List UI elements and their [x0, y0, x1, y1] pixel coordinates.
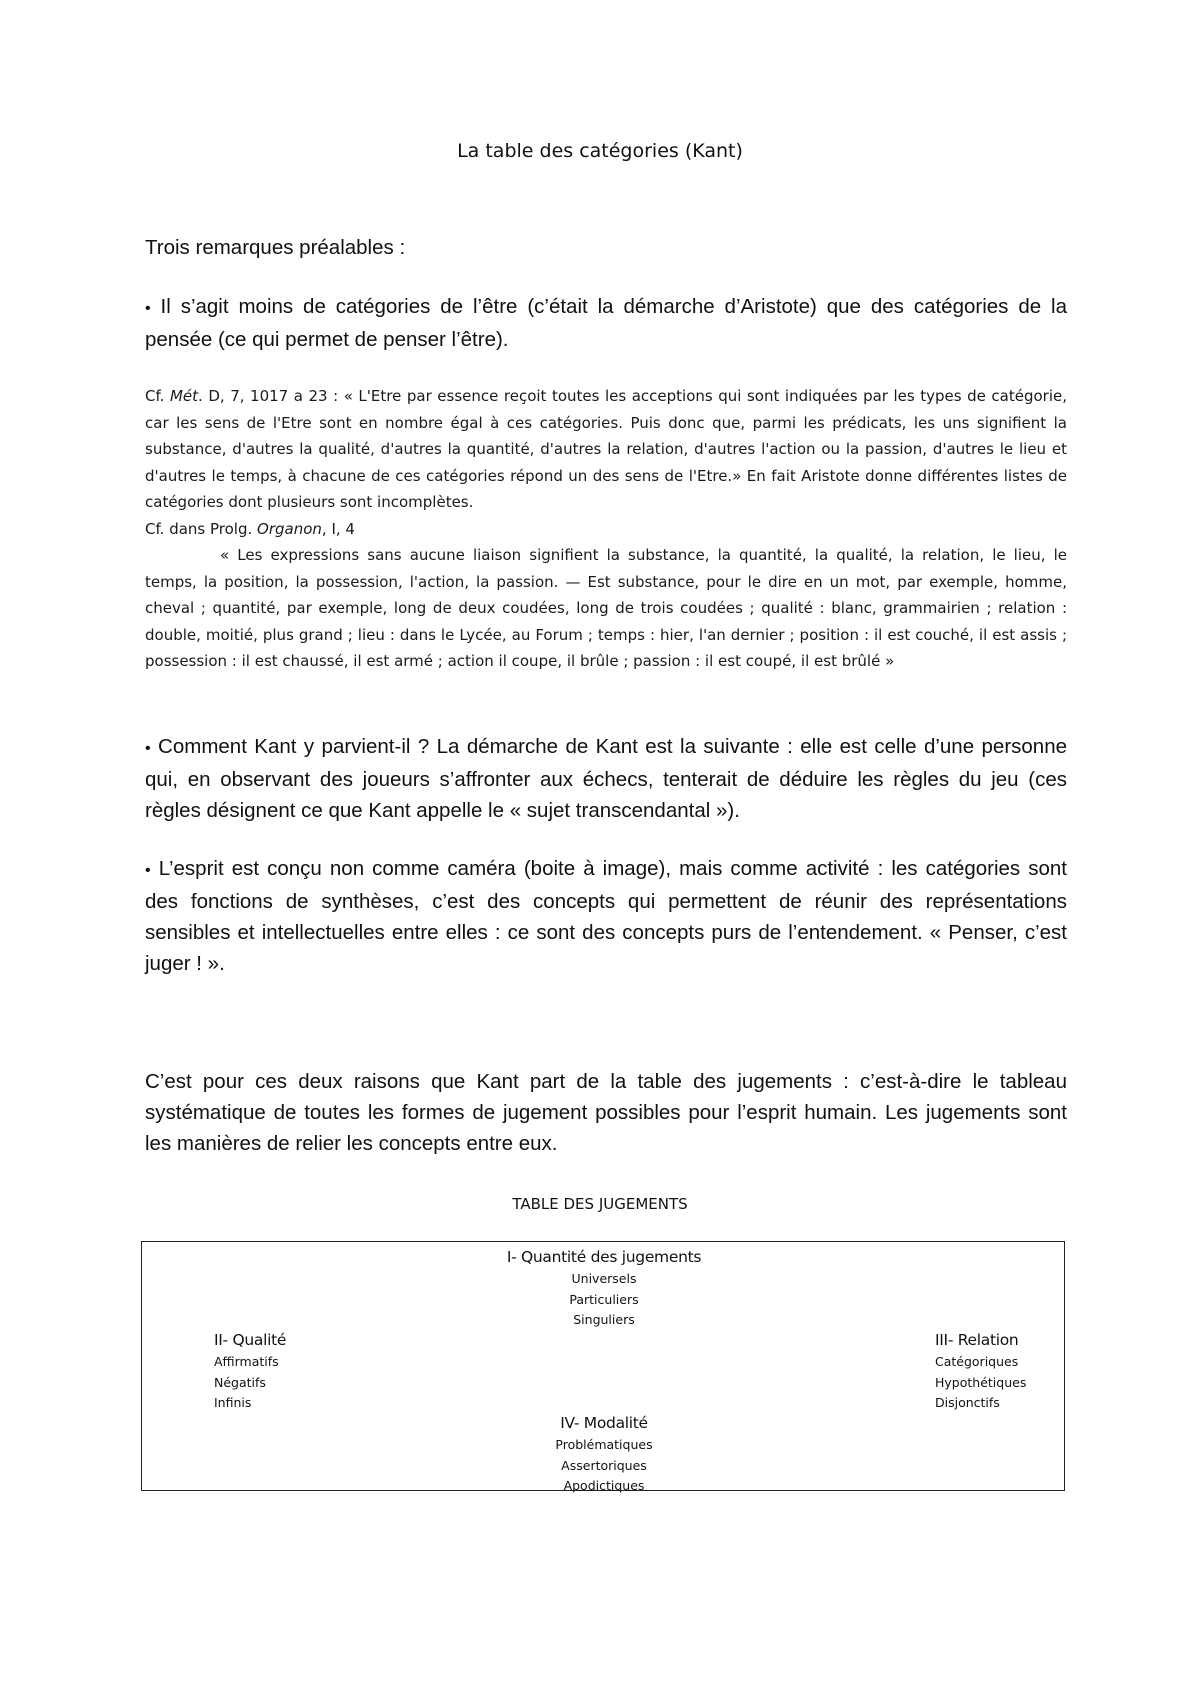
modality-item: Assertoriques: [561, 1457, 647, 1473]
quote-2-text: « Les expressions sans aucune liaison signifient la substance, la quantité, la qualité, la relation, le lieu, le temps, la position, la possession, l'action, la passion. — Est substance, pour le dire en un mot, par exemple, homme, cheval ; quantité, par exemple, long de deux coudées, long de trois coudées ; qualité : blanc, grammairien ; relation : double, moitié, plus grand ; lieu : dans le Lycée, au Forum ; temps : hier, l'an dernier ; position : il est couché, il est assis ; possession : il est chaussé, il est armé ; action il coupe, il brûle ; passion : il est coupé, il est brûlé »: [145, 546, 1067, 670]
relation-group: [935, 1328, 1026, 1414]
quote-1-cf: Cf.: [145, 387, 170, 405]
relation-item: Catégoriques: [935, 1354, 1019, 1369]
remark-2-text: Comment Kant y parvient-il ? La démarche de Kant est la suivante : elle est celle d’une personne qui, en observant des joueurs s’affronter aux échecs, tenterait de déduire les règles du jeu (ces règles désignent ce que Kant appelle le « sujet transcendantal »).: [145, 735, 1067, 822]
remark-3: [145, 853, 1067, 979]
modality-item: Apodictiques: [563, 1478, 645, 1493]
remark-3-text: L’esprit est conçu non comme caméra (boite à image), mais comme activité : les catégories sont des fonctions de synthèses, c’est des concepts qui permettent de réunir des représentations sensibles et intellectuelles entre elles : ce sont des concepts purs de l’entendement. « Penser, c’est juger ! ».: [145, 857, 1068, 975]
remarks-heading: Trois remarques préalables :: [145, 236, 406, 259]
quote-2-ref-suffix: , I, 4: [321, 519, 355, 538]
quote-1-work: Mét: [169, 387, 199, 405]
quality-item: Affirmatifs: [214, 1354, 279, 1369]
quantity-group: [142, 1245, 1066, 1331]
quantity-item: Singuliers: [573, 1312, 635, 1327]
conclusion-paragraph: C’est pour ces deux raisons que Kant part de la table des jugements : c’est-à-dire le tableau systématique de toutes les formes de jugement possibles pour l’esprit humain. Les jugements sont les manières de relier les concepts entre eux.: [145, 1070, 1067, 1155]
quote-2-ref-work: Organon: [257, 519, 322, 538]
modality-head: IV- Modalité: [560, 1414, 648, 1432]
table-title: TABLE DES JUGEMENTS: [512, 1195, 688, 1213]
quality-head: II- Qualité: [214, 1331, 287, 1349]
quote-2-ref-prefix: Cf. dans Prolg.: [145, 519, 258, 538]
remark-1: [145, 291, 1067, 355]
document-title: La table des catégories (Kant): [457, 140, 743, 162]
modality-group: [142, 1411, 1066, 1497]
bullet-icon: •: [145, 300, 151, 317]
relation-head: III- Relation: [935, 1331, 1019, 1349]
quote-aristotle-metaphysics: [145, 383, 1067, 675]
bullet-icon: •: [145, 740, 151, 757]
quantity-head: I- Quantité des jugements: [506, 1248, 702, 1266]
quantity-item: Particuliers: [569, 1291, 639, 1307]
relation-item: Hypothétiques: [935, 1374, 1027, 1390]
bullet-icon: •: [145, 862, 151, 879]
quote-1-text: . D, 7, 1017 a 23 : « L'Etre par essence reçoit toutes les acceptions qui sont indiquées par les types de catégorie, car les sens de l'Etre sont en nombre égal à ces catégories. Puis donc que, parmi les prédicats, les uns signifient la substance, d'autres la qualité, d'autres la quantité, d'autres la relation, d'autres l'action ou la passion, d'autres le lieu et d'autres le temps, à chacune de ces catégories répond un des sens de l'Etre.» En fait Aristote donne différentes listes de catégories dont plusieurs sont incomplètes.: [145, 387, 1067, 511]
remark-1-text: Il s’agit moins de catégories de l’être (c’était la démarche d’Aristote) que des catégories de la pensée (ce qui permet de penser l’être).: [145, 295, 1067, 351]
relation-item: Disjonctifs: [935, 1395, 1000, 1410]
quantity-item: Universels: [571, 1271, 637, 1286]
modality-item: Problématiques: [555, 1437, 653, 1452]
judgments-table: [141, 1241, 1065, 1491]
quality-item: Négatifs: [214, 1374, 266, 1390]
remark-2: [145, 731, 1067, 826]
quality-item: Infinis: [214, 1395, 252, 1410]
quality-group: [214, 1328, 286, 1414]
